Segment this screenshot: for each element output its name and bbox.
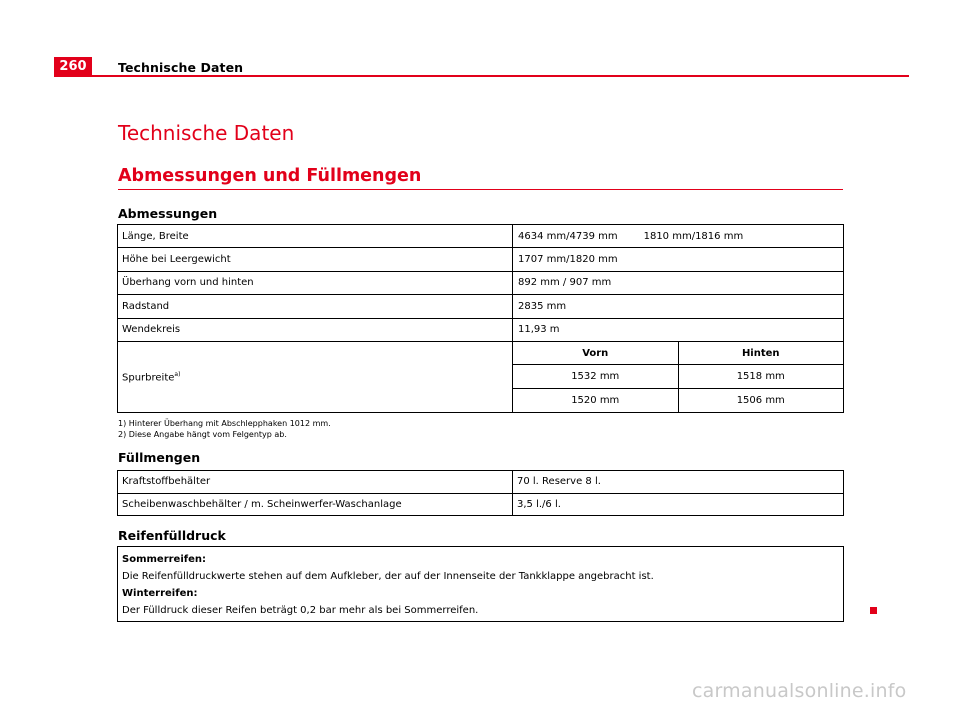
rear-value: 1506 mm	[736, 394, 785, 406]
table-row	[118, 471, 844, 494]
tire-heading: Reifenfülldruck	[118, 528, 226, 543]
track-label-text: Spurbreite	[122, 372, 175, 383]
table-row	[118, 225, 844, 248]
front-value: 1532 mm	[513, 365, 678, 388]
fill-label: Kraftstoffbehälter	[118, 471, 513, 494]
table-row	[118, 341, 844, 412]
table-row	[118, 248, 844, 271]
track-values	[513, 341, 844, 412]
width-value: 1810 mm/1816 mm	[643, 230, 744, 242]
track-footnote-ref: a)	[174, 370, 181, 378]
page-title: Technische Daten	[118, 121, 295, 145]
table-row	[118, 493, 844, 516]
dim-label: Radstand	[118, 295, 513, 318]
header-rule	[92, 75, 909, 77]
table-row	[118, 318, 844, 341]
summer-text: Die Reifenfülldruckwerte stehen auf dem Aufkleber, der auf der Innenseite der Tankklappe angebracht ist.	[122, 571, 654, 582]
fill-value: 3,5 l./6 l.	[513, 493, 844, 516]
track-label	[118, 341, 513, 412]
winter-label: Winterreifen:	[122, 588, 198, 599]
dim-label: Überhang vorn und hinten	[118, 271, 513, 294]
section-title: Abmessungen und Füllmengen	[118, 166, 422, 186]
dim-value: 1707 mm/1820 mm	[513, 248, 844, 271]
dim-value	[513, 225, 844, 248]
fill-label: Scheibenwaschbehälter / m. Scheinwerfer-Waschanlage	[118, 493, 513, 516]
page-number: 260	[54, 57, 92, 77]
tire-pressure-box	[117, 546, 844, 622]
dim-value: 11,93 m	[513, 318, 844, 341]
col-front: Vorn	[513, 342, 678, 365]
section-rule	[118, 189, 843, 190]
dimensions-heading: Abmessungen	[118, 206, 218, 221]
fill-heading: Füllmengen	[118, 450, 201, 465]
track-header-row	[513, 342, 843, 365]
front-value: 1520 mm	[513, 388, 678, 411]
col-rear: Hinten	[678, 342, 843, 365]
watermark: carmanualsonline.info	[692, 680, 907, 702]
dimensions-table	[117, 224, 844, 413]
rear-value: 1518 mm	[678, 365, 843, 388]
length-value: 4634 mm/4739 mm	[518, 230, 618, 242]
track-table	[513, 342, 843, 412]
summer-label: Sommerreifen:	[122, 554, 207, 565]
footnote: 2) Diese Angabe hängt vom Felgentyp ab.	[118, 430, 287, 439]
footnotes	[118, 418, 331, 440]
winter-text: Der Fülldruck dieser Reifen beträgt 0,2 bar mehr als bei Sommerreifen.	[122, 605, 479, 616]
running-header: Technische Daten	[118, 60, 244, 75]
footnote: 1) Hinterer Überhang mit Abschlepphaken 1012 mm.	[118, 419, 331, 428]
dim-value: 2835 mm	[513, 295, 844, 318]
dim-label: Wendekreis	[118, 318, 513, 341]
table-row	[118, 271, 844, 294]
fill-table	[117, 470, 844, 516]
dim-label: Länge, Breite	[118, 225, 513, 248]
track-row	[513, 365, 843, 388]
fill-value: 70 l. Reserve 8 l.	[513, 471, 844, 494]
dim-label: Höhe bei Leergewicht	[118, 248, 513, 271]
end-of-section-marker	[870, 607, 877, 614]
dim-value: 892 mm / 907 mm	[513, 271, 844, 294]
track-row	[513, 388, 843, 411]
table-row	[118, 295, 844, 318]
